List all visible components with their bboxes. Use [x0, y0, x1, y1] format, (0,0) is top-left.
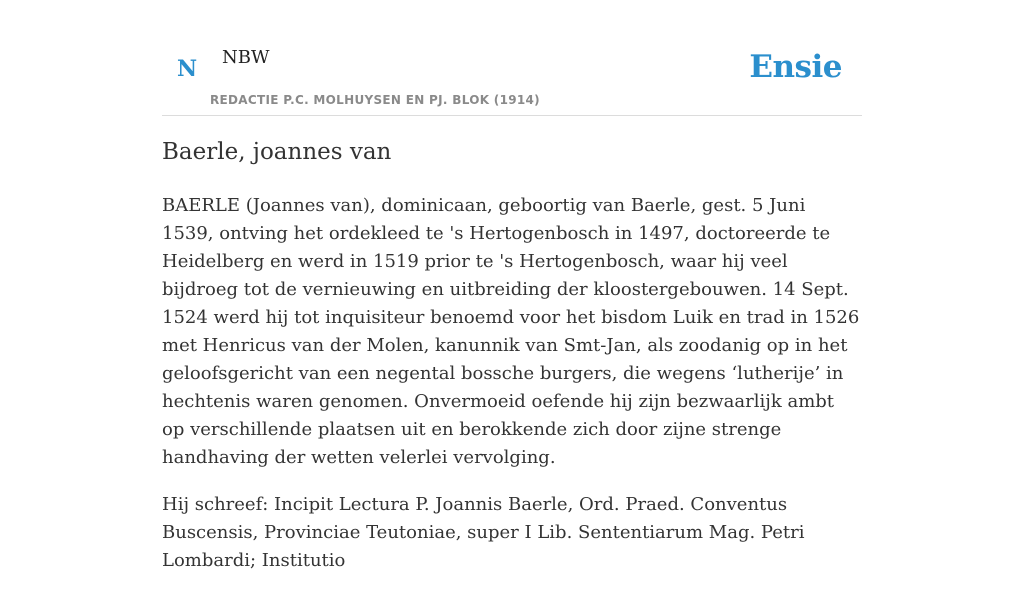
source-editors: REDACTIE P.C. MOLHUYSEN EN PJ. BLOK (1914)	[210, 93, 540, 107]
source-logo[interactable]: N	[177, 56, 198, 82]
article-body	[162, 192, 862, 594]
source-header	[162, 30, 862, 116]
article-paragraph: Hij schreef: Incipit Lectura P. Joannis Baerle, Ord. Praed. Conventus Buscensis, Provinciae Teutoniae, super I Lib. Sententiarum Mag. Petri Lombardi; Institutio	[162, 494, 805, 571]
brand-logo[interactable]: Ensie	[749, 49, 842, 85]
article-paragraph: BAERLE (Joannes van), dominicaan, geboortig van Baerle, gest. 5 Juni 1539, ontving het ordekleed te 's Hertogenbosch in 1497, doctoreerde te Heidelberg en werd in 1519 prior te 's Hertogenbosch, waar hij veel bijdroeg tot de vernieuwing en uitbreiding der kloostergebouwen. 14 Sept. 1524 werd hij tot inquisiteur benoemd voor het bisdom Luik en trad in 1526 met Henricus van der Molen, kanunnik van Smt-Jan, als zoodanig op in het geloofsgericht van een negental bossche burgers, die wegens ‘lutherije’ in hechtenis waren genomen. Onvermoeid oefende hij zijn bezwaarlijk ambt op verschillende plaatsen uit en berokkende zich door zijne strenge handhaving der wetten velerlei vervolging.	[162, 195, 860, 468]
article-title: Baerle, joannes van	[162, 139, 392, 165]
source-name-link[interactable]: NBW	[222, 47, 270, 68]
